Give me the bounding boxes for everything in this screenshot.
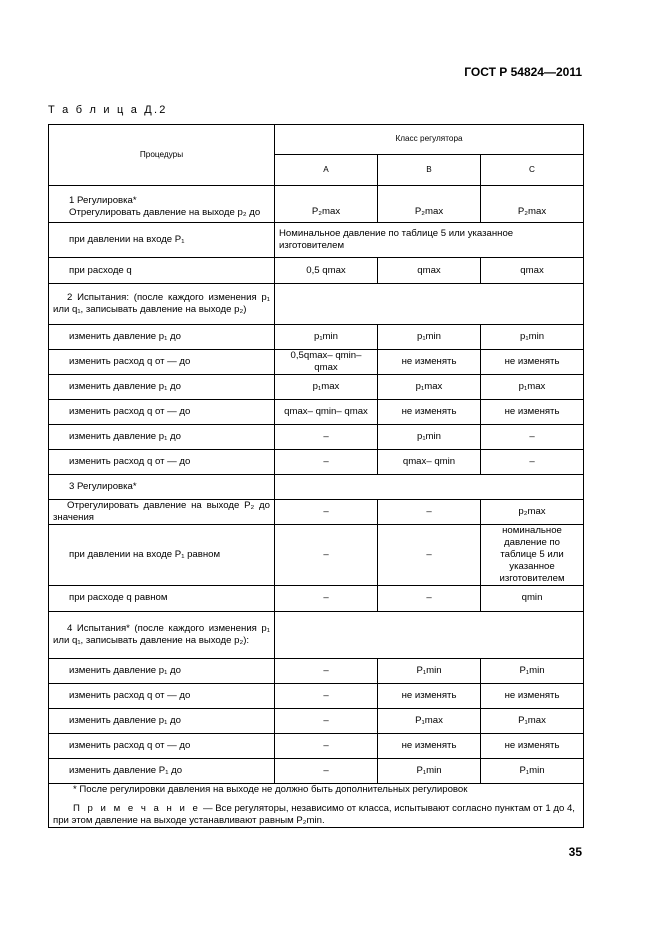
header-class-a: A — [275, 155, 378, 186]
row-procedure: изменить расход q от — до — [49, 350, 275, 375]
row-procedure: Отрегулировать давление на выходе P₂ до значения — [49, 500, 275, 525]
cell-b: не изменять — [378, 733, 481, 758]
cell-a: – — [275, 500, 378, 525]
table-row — [49, 284, 584, 325]
cell-empty — [275, 284, 584, 325]
cell-c: p₂max — [481, 500, 584, 525]
cell-a: – — [275, 708, 378, 733]
cell-c: – — [481, 450, 584, 475]
table-row — [49, 475, 584, 500]
procedure-text: Отрегулировать давление на выходе p₂ до — [69, 207, 261, 219]
cell-c: не изменять — [481, 733, 584, 758]
cell-b: qmax– qmin — [378, 450, 481, 475]
cell-c: qmax — [481, 258, 584, 284]
table-footer-row — [49, 783, 584, 827]
cell-b: – — [378, 585, 481, 611]
document-header: ГОСТ Р 54824—2011 — [464, 65, 582, 79]
cell-c: номинальное давление по таблице 5 или указанное изготовителем — [481, 525, 584, 586]
row-procedure: при расходе q — [49, 258, 275, 284]
cell-c: p₁max — [481, 375, 584, 400]
cell-b: p₁min — [378, 425, 481, 450]
cell-a: – — [275, 425, 378, 450]
table-row — [49, 375, 584, 400]
cell-a: – — [275, 525, 378, 586]
table-row — [49, 758, 584, 783]
cell-c: – — [481, 425, 584, 450]
row-procedure: при давлении на входе P₁ — [49, 223, 275, 258]
row-procedure: изменить расход q от — до — [49, 400, 275, 425]
cell-c: не изменять — [481, 350, 584, 375]
header-class: Класс регулятора — [275, 125, 584, 155]
row-procedure: 2 Испытания: (после каждого изменения p₁ или q₁, записывать давление на выходе p₂) — [49, 284, 275, 325]
cell-abc: Номинальное давление по таблице 5 или указанное изготовителем — [275, 223, 584, 258]
table-row — [49, 708, 584, 733]
cell-empty — [275, 611, 584, 658]
table-row — [49, 500, 584, 525]
row-procedure — [49, 186, 275, 223]
procedures-table — [48, 124, 584, 828]
section-title: 1 Регулировка* — [69, 195, 137, 207]
cell-b: qmax — [378, 258, 481, 284]
table-row — [49, 350, 584, 375]
table-row — [49, 585, 584, 611]
note-label: П р и м е ч а н и е — [73, 802, 201, 814]
row-procedure: изменить расход q от — до — [49, 733, 275, 758]
cell-b: P₁min — [378, 758, 481, 783]
table-header-row — [49, 125, 584, 155]
cell-a: 0,5 qmax — [275, 258, 378, 284]
cell-c: P₂max — [481, 186, 584, 223]
row-procedure: изменить давление p₁ до — [49, 708, 275, 733]
table-row — [49, 186, 584, 223]
cell-a: p₁max — [275, 375, 378, 400]
row-procedure: 4 Испытания* (после каждого изменения p₁ или q₁, записывать давление на выходе p₂): — [49, 611, 275, 658]
row-procedure: изменить давление P₁ до — [49, 758, 275, 783]
cell-c: P₁min — [481, 758, 584, 783]
cell-c: не изменять — [481, 400, 584, 425]
page-number: 35 — [568, 845, 582, 859]
cell-b: P₁min — [378, 658, 481, 683]
cell-a: – — [275, 658, 378, 683]
cell-c: p₁min — [481, 325, 584, 350]
cell-b: P₂max — [378, 186, 481, 223]
cell-b: P₁max — [378, 708, 481, 733]
row-procedure: изменить давление p₁ до — [49, 375, 275, 400]
header-class-b: B — [378, 155, 481, 186]
row-procedure: 3 Регулировка* — [49, 475, 275, 500]
cell-b: p₁max — [378, 375, 481, 400]
cell-b: – — [378, 500, 481, 525]
table-row — [49, 450, 584, 475]
table-row — [49, 611, 584, 658]
cell-c: P₁max — [481, 708, 584, 733]
row-procedure: изменить расход q от — до — [49, 450, 275, 475]
cell-b: не изменять — [378, 683, 481, 708]
table-note — [53, 803, 579, 827]
cell-a: qmax– qmin– qmax — [275, 400, 378, 425]
cell-a: P₂max — [275, 186, 378, 223]
cell-a: – — [275, 733, 378, 758]
table-row — [49, 223, 584, 258]
cell-a: – — [275, 450, 378, 475]
cell-c: P₁min — [481, 658, 584, 683]
cell-b: не изменять — [378, 400, 481, 425]
cell-b: – — [378, 525, 481, 586]
footnote: * После регулировки давления на выходе не должно быть дополнительных регулировок — [73, 783, 468, 795]
cell-b: не изменять — [378, 350, 481, 375]
table-row — [49, 325, 584, 350]
cell-a: – — [275, 758, 378, 783]
cell-c: qmin — [481, 585, 584, 611]
cell-c: не изменять — [481, 683, 584, 708]
note-text: — Все регуляторы, независимо от класса, испытывают согласно пунктам от 1 до 4, при этом давление на выходе устанавливают равным P₂min. — [53, 802, 575, 826]
header-class-c: C — [481, 155, 584, 186]
table-row — [49, 425, 584, 450]
cell-a: p₁min — [275, 325, 378, 350]
row-procedure: изменить давление p₁ до — [49, 658, 275, 683]
cell-a: – — [275, 683, 378, 708]
cell-a: – — [275, 585, 378, 611]
cell-b: p₁min — [378, 325, 481, 350]
row-procedure: при давлении на входе P₁ равном — [49, 525, 275, 586]
table-row — [49, 733, 584, 758]
footer-cell — [49, 783, 584, 827]
table-row — [49, 400, 584, 425]
table-row — [49, 658, 584, 683]
row-procedure: изменить давление p₁ до — [49, 425, 275, 450]
table-row — [49, 258, 584, 284]
row-procedure: изменить давление p₁ до — [49, 325, 275, 350]
table-row — [49, 525, 584, 586]
row-procedure: при расходе q равном — [49, 585, 275, 611]
table-title: Т а б л и ц а Д.2 — [48, 104, 168, 116]
cell-a: 0,5qmax– qmin– qmax — [275, 350, 378, 375]
row-procedure: изменить расход q от — до — [49, 683, 275, 708]
cell-empty — [275, 475, 584, 500]
header-procedures: Процедуры — [49, 125, 275, 186]
table-row — [49, 683, 584, 708]
